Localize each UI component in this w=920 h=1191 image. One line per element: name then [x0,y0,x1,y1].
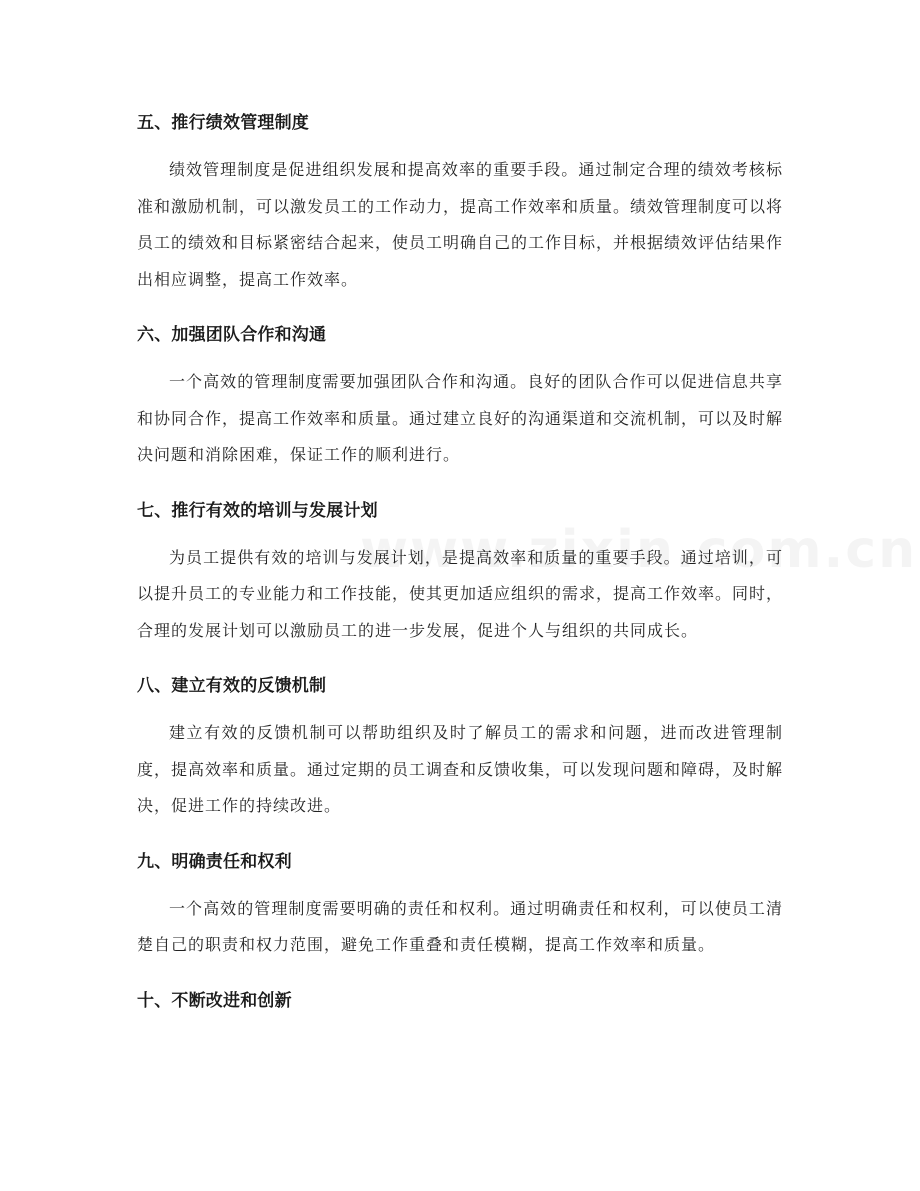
section-paragraph: 绩效管理制度是促进组织发展和提高效率的重要手段。通过制定合理的绩效考核标准和激励机制，可以激发员工的工作动力，提高工作效率和质量。绩效管理制度可以将员工的绩效和目标紧密结合起来，使员工明确自己的工作目标，并根据绩效评估结果作出相应调整，提高工作效率。 [137,160,784,289]
document-content [137,106,783,1030]
section-8 [137,669,783,825]
section-7 [137,494,783,650]
section-heading: 七、推行有效的培训与发展计划 [137,500,378,521]
section-9 [137,845,783,964]
section-heading: 九、明确责任和权利 [137,851,292,872]
section-paragraph: 建立有效的反馈机制可以帮助组织及时了解员工的需求和问题，进而改进管理制度，提高效率和质量。通过定期的员工调查和反馈收集，可以发现问题和障碍，及时解决，促进工作的持续改进。 [137,723,784,815]
section-heading: 八、建立有效的反馈机制 [137,676,327,696]
section-heading: 五、推行绩效管理制度 [137,113,309,133]
section-heading: 十、不断改进和创新 [137,990,292,1011]
section-5 [137,106,783,298]
section-6 [137,318,783,474]
section-heading: 六、加强团队合作和沟通 [137,325,327,345]
section-10 [137,984,783,1018]
section-paragraph: 一个高效的管理制度需要加强团队合作和沟通。良好的团队合作可以促进信息共享和协同合作，提高工作效率和质量。通过建立良好的沟通渠道和交流机制，可以及时解决问题和消除困难，保证工作的顺利进行。 [137,372,784,464]
section-paragraph: 一个高效的管理制度需要明确的责任和权利。通过明确责任和权利，可以使员工清楚自己的职责和权力范围，避免工作重叠和责任模糊，提高工作效率和质量。 [137,898,783,954]
section-paragraph: 为员工提供有效的培训与发展计划，是提高效率和质量的重要手段。通过培训，可以提升员工的专业能力和工作技能，使其更加适应组织的需求，提高工作效率。同时，合理的发展计划可以激励员工的进一步发展，促进个人与组织的共同成长。 [137,547,784,640]
